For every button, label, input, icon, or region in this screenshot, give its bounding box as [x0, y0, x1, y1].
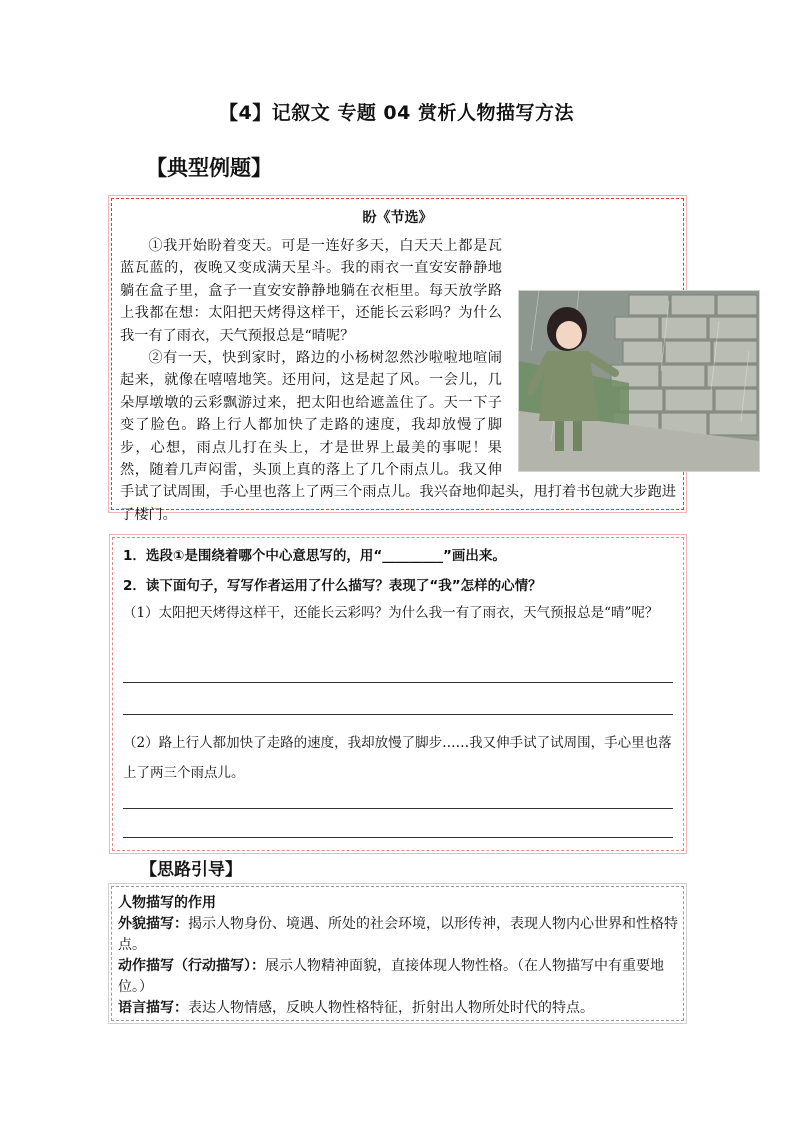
question-2-sub-2: （2）路上行人都加快了走路的速度，我却放慢了脚步……我又伸手试了试周围，手心里也落上了两三个雨点儿。: [123, 735, 672, 781]
guide-item-appearance: [118, 914, 678, 956]
answer-line-4[interactable]: [123, 837, 673, 838]
section-heading-examples: 【典型例题】: [146, 156, 272, 180]
girl-in-rain-illustration: [518, 290, 760, 472]
guide-item-label: 语言描写：: [118, 1000, 188, 1016]
passage-paragraph-2: ②有一天，快到家时，路边的小杨树忽然沙啦啦地喧闹起来，就像在嘻嘻地笑。还用问，这是起了风。一会儿，几朵厚墩墩的云彩飘游过来，把太阳也给遮盖住了。天一下子变了脸色。路上行人都加快了走路的速度，我却放慢了脚步，心想，雨点儿打在头上，才是世界上最美的事呢！果然，随着几声闷雷，头顶上真的落上了几个雨点儿。我又伸手试了试周围，手心里也落上了两三个雨点儿。我兴奋地仰起头，甩打着书包就大步跑进了楼门。: [120, 350, 676, 523]
guide-item-label: 外貌描写：: [118, 916, 188, 932]
guide-item-label: 动作描写（行动描写）：: [118, 958, 265, 974]
guide-box: [111, 886, 684, 1021]
question-2-sub-1: （1）太阳把天烤得这样干，还能长云彩吗？为什么我一有了雨衣，天气预报总是“晴”呢？: [123, 605, 659, 621]
guide-heading: 人物描写的作用: [118, 895, 216, 911]
girl-in-rain-image-icon: [519, 291, 759, 471]
question-1: 1．选段①是围绕着哪个中心意思写的，用“_________”画出来。: [123, 548, 506, 564]
guide-item-action: [118, 956, 678, 998]
passage-paragraph-1: ①我开始盼着变天。可是一连好多天，白天天上都是瓦蓝瓦蓝的，夜晚又变成满天星斗。我的雨衣一直安安静静地躺在盒子里，盒子一直安安静静地躺在衣柜里。每天放学路上我都在想：太阳把天烤得这样干，还能长云彩吗？为什么我一有了雨衣，天气预报总是“晴呢？: [120, 238, 502, 344]
questions-box: [112, 537, 684, 851]
page-title: 【4】记叙文 专题 04 赏析人物描写方法: [218, 102, 574, 124]
answer-line-1[interactable]: [123, 682, 673, 683]
guide-text: [118, 893, 678, 1019]
guide-item-text: 揭示人物身份、境遇、所处的社会环境，以形传神，表现人物内心世界和性格特点。: [118, 916, 678, 953]
passage-title: 盼《节选》: [362, 210, 433, 226]
answer-line-2[interactable]: [123, 714, 673, 715]
section-heading-guide: 【思路引导】: [140, 860, 242, 880]
question-2: 2．读下面句子，写写作者运用了什么描写？表现了“我”怎样的心情？: [123, 578, 542, 594]
guide-item-text: 展示人物精神面貌，直接体现人物性格。（在人物描写中有重要地位。）: [118, 958, 664, 995]
guide-item-speech: [118, 998, 678, 1019]
answer-line-3[interactable]: [123, 808, 673, 809]
guide-item-text: 表达人物情感，反映人物性格特征，折射出人物所处时代的特点。: [188, 1000, 594, 1016]
